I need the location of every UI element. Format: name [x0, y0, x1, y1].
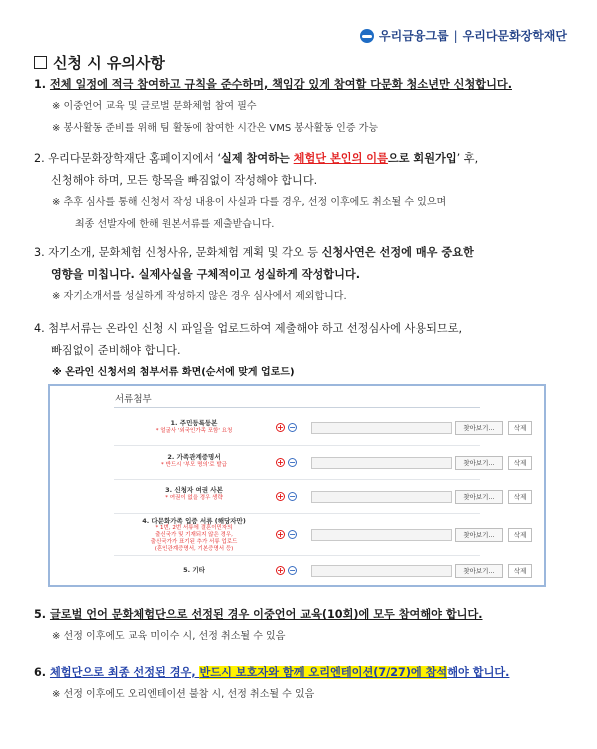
- file-path-input[interactable]: [311, 491, 452, 503]
- upload-row-label: [114, 419, 274, 436]
- item-text-bold: 으로 회원가입: [387, 152, 457, 165]
- item-number: 4.: [34, 322, 45, 335]
- item-text-bold: 실제 참여하는: [221, 152, 294, 165]
- upload-row-name: 3. 신청자 여권 사본: [165, 486, 223, 494]
- item-note: ※ 추후 심사를 통해 신청서 작성 내용이 사실과 다를 경우, 선정 이후에도 취소될 수 있으며: [52, 197, 447, 208]
- file-path-input[interactable]: [311, 422, 452, 434]
- upload-row-hint: * 1번, 2번 서류에 결혼이민자의: [155, 525, 233, 531]
- item-text-blue: 체험단으로 최종 선정된 경우,: [49, 666, 200, 679]
- upload-row-hint: (혼인관계증명서, 기본증명서 등): [154, 546, 234, 552]
- upload-row-hint: 출신국가 및 기재되지 않은 경우,: [155, 532, 233, 538]
- brand-foundation-name: 우리다문화장학재단: [462, 29, 567, 43]
- item-text-continued: 빠짐없이 준비해야 합니다.: [51, 344, 181, 357]
- notice-item-3: [34, 242, 567, 308]
- item-note: ※ 이중언어 교육 및 글로벌 문화체험 참여 필수: [52, 101, 257, 112]
- upload-row-label: [114, 453, 274, 470]
- upload-form-title: 서류첨부: [115, 394, 152, 405]
- upload-form-screenshot: [48, 384, 546, 587]
- upload-row: [114, 514, 527, 556]
- plus-circle-icon[interactable]: +: [277, 423, 284, 432]
- notice-item-6: [34, 662, 567, 706]
- browse-button[interactable]: 찾아보기...: [455, 528, 503, 542]
- brand-group-name: 우리금융그룹: [379, 29, 449, 43]
- plus-circle-icon[interactable]: +: [277, 492, 284, 501]
- item-text: 첨부서류는 온라인 신청 시 파일을 업로드하여 제출해야 하고 선정심사에 사용되므로,: [48, 322, 463, 335]
- item-note: ※ 봉사활동 준비를 위해 팀 활동에 참여한 시간은 VMS 봉사활동 인증 가능: [52, 123, 378, 134]
- item-text-bold: 신청사연은 선정에 매우 중요한: [321, 246, 474, 259]
- upload-row: [114, 480, 527, 514]
- browse-button[interactable]: 찾아보기...: [455, 456, 503, 470]
- notice-item-2: [34, 148, 567, 236]
- upload-row-hint: 출신국가가 표기된 추가 서류 업로드: [150, 539, 238, 545]
- upload-row-hint: * 여권이 없을 경우 생략: [165, 495, 223, 501]
- upload-row-hint: * 얼굴사 '외국인가족 포함' 요청: [155, 428, 233, 434]
- browse-button[interactable]: 찾아보기...: [455, 490, 503, 504]
- notice-item-1: [34, 74, 567, 140]
- delete-button[interactable]: 삭제: [508, 421, 532, 435]
- item-note: ※ 선정 이후에도 교육 미이수 시, 선정 취소될 수 있음: [52, 631, 286, 642]
- item-text-red: 체험단 본인의 이름: [293, 152, 388, 165]
- upload-row-hint: * 반드시 '부모 명의'로 발급: [161, 462, 227, 468]
- minus-circle-icon[interactable]: −: [289, 530, 296, 539]
- item-note: ※ 자기소개서를 성실하게 작성하지 않은 경우 심사에서 제외합니다.: [52, 291, 347, 302]
- item-main-text: 전체 일정에 적극 참여하고 규칙을 준수하며, 책임감 있게 참여할 다문화 청소년만 신청합니다.: [49, 78, 512, 91]
- item-number: 6.: [34, 666, 47, 679]
- minus-circle-icon[interactable]: −: [289, 423, 296, 432]
- upload-row-name: 5. 기타: [183, 566, 205, 574]
- minus-circle-icon[interactable]: −: [289, 566, 296, 575]
- item-note: ※ 선정 이후에도 오리엔테이션 불참 시, 선정 취소될 수 있음: [52, 689, 315, 700]
- upload-row-name: 1. 주민등록등본: [170, 419, 218, 427]
- file-path-input[interactable]: [311, 529, 452, 541]
- empty-checkbox-icon: [34, 56, 47, 69]
- item-bold-note: ※ 온라인 신청서의 첨부서류 화면(순서에 맞게 업로드): [52, 367, 295, 378]
- item-text-highlighted: 반드시 보호자와 함께 오리엔테이션(7/27)에 참석: [199, 666, 448, 679]
- delete-button[interactable]: 삭제: [508, 528, 532, 542]
- plus-circle-icon[interactable]: +: [277, 458, 284, 467]
- delete-button[interactable]: 삭제: [508, 564, 532, 578]
- notice-item-5: [34, 604, 567, 648]
- delete-button[interactable]: 삭제: [508, 490, 532, 504]
- divider: [114, 407, 480, 408]
- item-main-text: 글로벌 언어 문화체험단으로 선정된 경우 이중언어 교육(10회)에 모두 참여해야 합니다.: [49, 608, 483, 621]
- minus-circle-icon[interactable]: −: [289, 458, 296, 467]
- upload-row-label: [114, 517, 274, 553]
- item-text: 자기소개, 문화체험 신청사유, 문화체험 계획 및 각오 등: [48, 246, 322, 259]
- item-number: 3.: [34, 246, 45, 259]
- upload-row: [114, 410, 527, 446]
- minus-circle-icon[interactable]: −: [289, 492, 296, 501]
- upload-row-label: [114, 566, 274, 575]
- notice-item-4: [34, 318, 567, 384]
- file-path-input[interactable]: [311, 565, 452, 577]
- page-title: [34, 52, 165, 73]
- plus-circle-icon[interactable]: +: [277, 530, 284, 539]
- woori-logo-icon: [360, 29, 374, 43]
- file-path-input[interactable]: [311, 457, 452, 469]
- item-note: 최종 선발자에 한해 원본서류를 제출받습니다.: [75, 219, 275, 230]
- item-number: 5.: [34, 608, 47, 621]
- item-number: 2.: [34, 152, 45, 165]
- item-text-continued: 신청해야 하며, 모든 항목을 빠짐없이 작성해야 합니다.: [51, 174, 318, 187]
- upload-row-name: 4. 다문화가족 입증 서류 (해당자만): [142, 517, 246, 525]
- upload-row-name: 2. 가족관계증명서: [167, 453, 221, 461]
- upload-row: [114, 556, 527, 585]
- item-text-continued: 영향을 미칩니다. 실제사실을 구체적이고 성실하게 작성합니다.: [51, 268, 360, 281]
- item-text-blue: 해야 합니다.: [447, 666, 510, 679]
- brand-header: [360, 27, 567, 44]
- item-text: 우리다문화장학재단 홈페이지에서 ‘: [48, 152, 222, 165]
- brand-separator: |: [453, 28, 458, 43]
- delete-button[interactable]: 삭제: [508, 456, 532, 470]
- item-number: 1.: [34, 78, 47, 91]
- browse-button[interactable]: 찾아보기...: [455, 564, 503, 578]
- upload-row: [114, 446, 527, 480]
- plus-circle-icon[interactable]: +: [277, 566, 284, 575]
- page-title-text: 신청 시 유의사항: [53, 54, 165, 72]
- browse-button[interactable]: 찾아보기...: [455, 421, 503, 435]
- item-text: ’ 후,: [456, 152, 479, 165]
- upload-row-label: [114, 486, 274, 503]
